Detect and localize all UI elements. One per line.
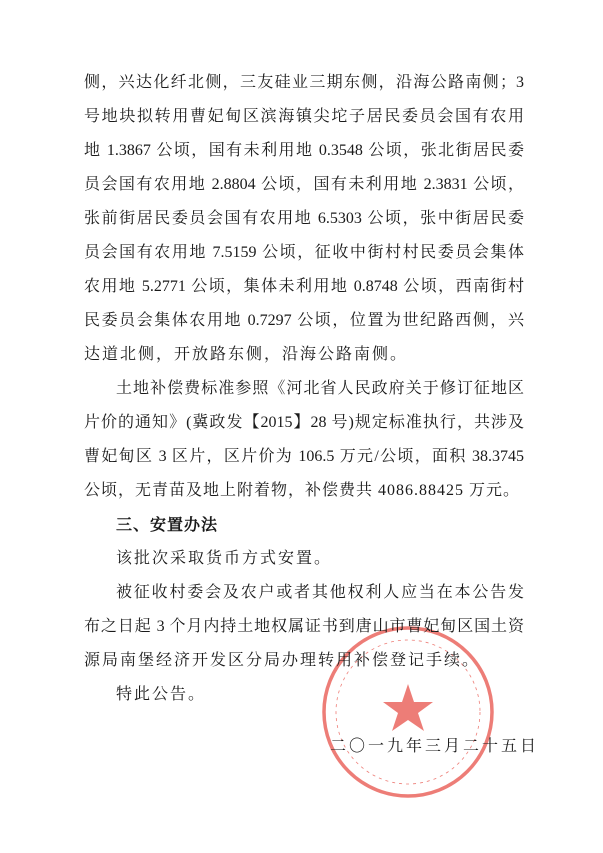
document-page xyxy=(84,66,540,758)
body-line: 号地块拟转用曹妃甸区滨海镇尖坨子居民委员会国有农用 xyxy=(84,108,524,125)
body-line: 曹妃甸区 3 区片，区片价为 106.5 万元/公顷，面积 38.3745 xyxy=(84,448,524,465)
body-line: 该批次采取货币方式安置。 xyxy=(116,550,333,567)
body-line: 源局南堡经济开发区分局办理转用补偿登记手续。 xyxy=(84,652,481,669)
body-line: 员会国有农用地 7.5159 公顷，征收中街村村民委员会集体 xyxy=(84,244,524,261)
signature-date: 二〇一九年三月二十五日 xyxy=(330,738,540,755)
section-heading: 三、安置办法 xyxy=(116,515,219,534)
body-line: 被征收村委会及农户或者其他权利人应当在本公告发 xyxy=(116,584,524,601)
body-line: 特此公告。 xyxy=(116,686,207,703)
body-line: 民委员会集体农用地 0.7297 公顷，位置为世纪路西侧，兴 xyxy=(84,312,524,329)
body-line: 土地补偿费标准参照《河北省人民政府关于修订征地区 xyxy=(116,380,524,397)
body-line: 布之日起 3 个月内持土地权属证书到唐山市曹妃甸区国土资 xyxy=(84,618,524,635)
body-line: 员会国有农用地 2.8804 公顷，国有未利用地 2.3831 公顷， xyxy=(84,176,524,193)
body-line: 片价的通知》(冀政发【2015】28 号)规定标准执行，共涉及 xyxy=(84,414,524,431)
body-line: 侧，兴达化纤北侧，三友硅业三期东侧，沿海公路南侧；3 xyxy=(84,74,524,91)
body-line: 农用地 5.2771 公顷，集体未利用地 0.8748 公顷，西南街村 xyxy=(84,278,524,295)
body-line: 地 1.3867 公顷，国有未利用地 0.3548 公顷，张北街居民委 xyxy=(84,142,524,159)
body-line: 张前街居民委员会国有农用地 6.5303 公顷，张中街居民委 xyxy=(84,210,524,227)
body-line: 达道北侧，开放路东侧，沿海公路南侧。 xyxy=(84,346,409,363)
body-line: 公顷，无青苗及地上附着物，补偿费共 4086.88425 万元。 xyxy=(84,482,521,499)
